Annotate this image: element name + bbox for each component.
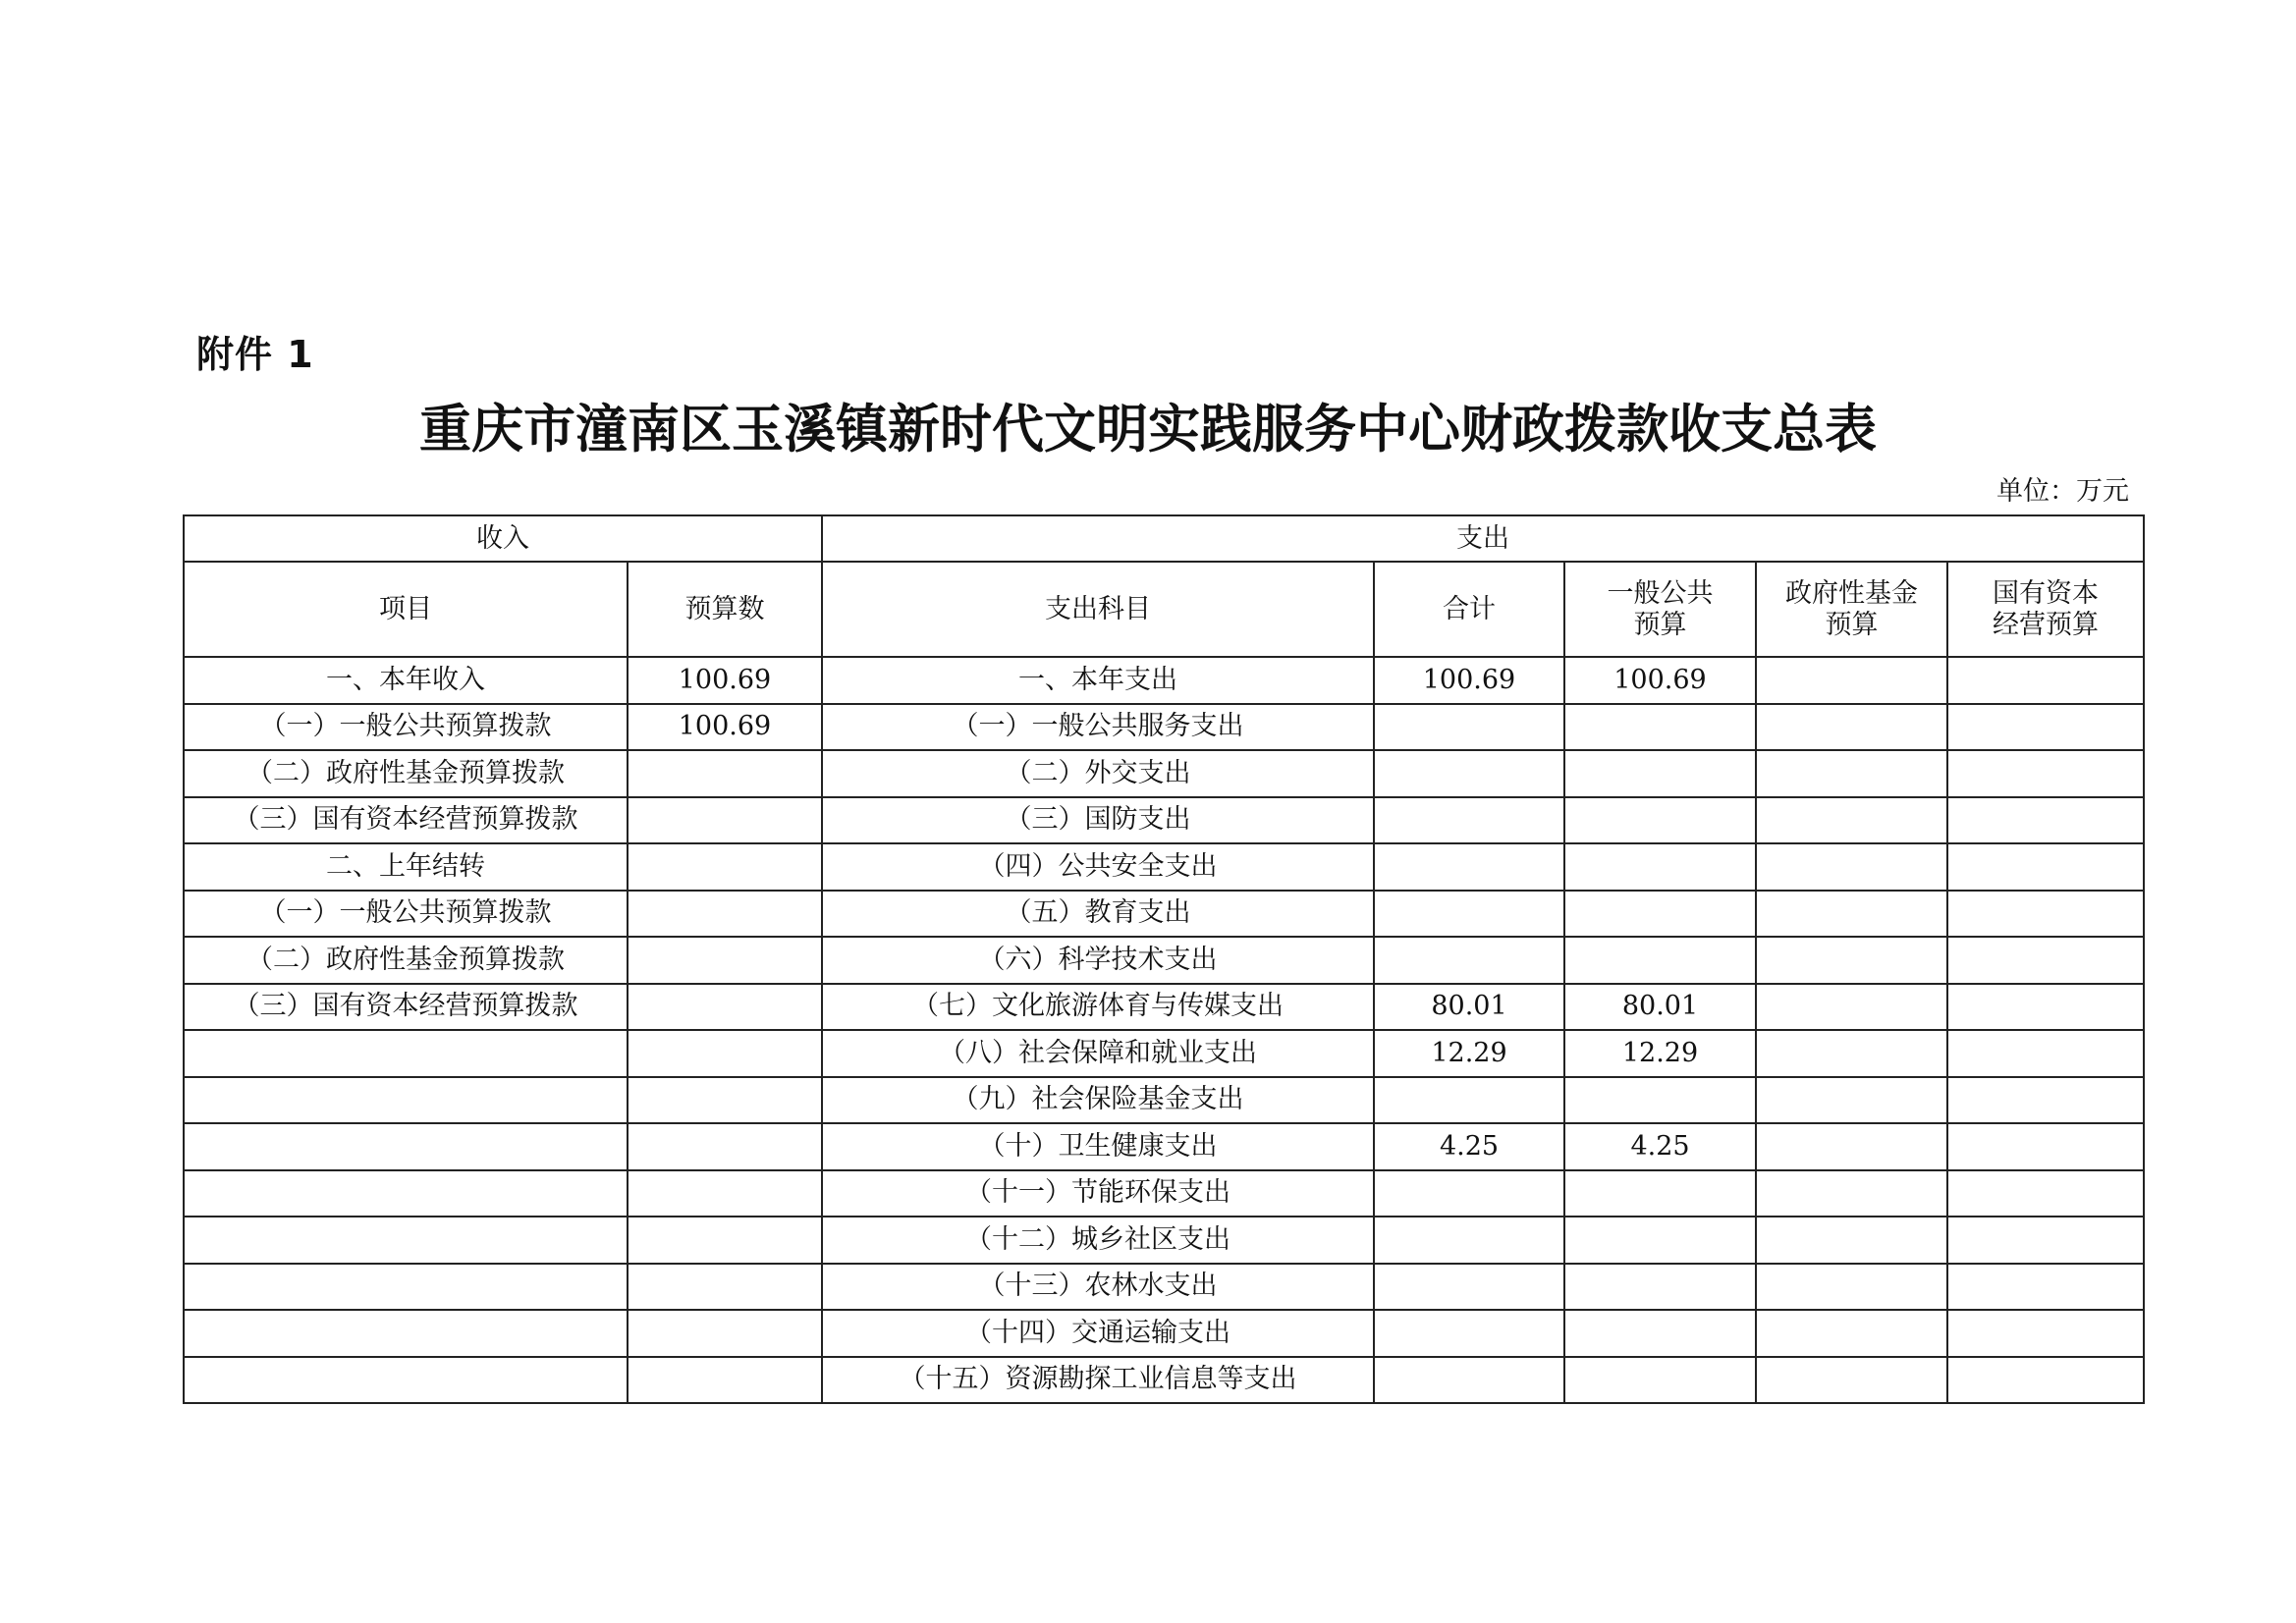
state-capital-budget-cell [1947,797,2144,844]
expense-total-cell [1374,1310,1564,1357]
table-row [184,797,2144,844]
expense-total-cell [1374,1217,1564,1264]
expense-total-cell: 100.69 [1374,657,1564,704]
income-budget-cell [628,1123,822,1170]
table-row [184,1357,2144,1404]
column-header-item: 项目 [184,562,628,657]
general-budget-cell: 4.25 [1564,1123,1756,1170]
income-budget-cell [628,1264,822,1311]
expense-total-cell [1374,937,1564,984]
fund-budget-cell [1756,1030,1947,1077]
income-item-cell [184,1264,628,1311]
state-capital-budget-cell [1947,657,2144,704]
income-budget-cell [628,1217,822,1264]
state-capital-budget-cell [1947,1123,2144,1170]
general-budget-cell: 12.29 [1564,1030,1756,1077]
fund-budget-cell [1756,797,1947,844]
income-budget-cell [628,750,822,797]
income-budget-cell [628,984,822,1031]
state-capital-budget-cell [1947,1217,2144,1264]
fund-budget-cell [1756,1170,1947,1217]
expense-total-cell [1374,1077,1564,1124]
general-budget-cell [1564,1077,1756,1124]
fund-budget-cell [1756,1310,1947,1357]
fund-budget-cell [1756,1123,1947,1170]
column-header-budget: 预算数 [628,562,822,657]
expense-subject-cell: （一）一般公共服务支出 [822,704,1374,751]
income-budget-cell: 100.69 [628,657,822,704]
general-budget-cell: 80.01 [1564,984,1756,1031]
income-item-cell [184,1217,628,1264]
state-capital-budget-cell [1947,1357,2144,1404]
income-item-cell [184,1310,628,1357]
expense-subject-cell: （六）科学技术支出 [822,937,1374,984]
state-capital-line2: 经营预算 [1993,609,2100,640]
income-item-cell: （三）国有资本经营预算拨款 [184,984,628,1031]
expense-subject-cell: （三）国防支出 [822,797,1374,844]
income-item-cell: 一、本年收入 [184,657,628,704]
income-budget-cell [628,843,822,891]
general-budget-cell [1564,843,1756,891]
state-capital-budget-cell [1947,937,2144,984]
expense-total-cell [1374,797,1564,844]
expense-subject-cell: 一、本年支出 [822,657,1374,704]
table-row [184,1264,2144,1311]
state-capital-budget-cell [1947,891,2144,938]
fund-budget-line2: 预算 [1825,609,1879,640]
fund-budget-cell [1756,750,1947,797]
income-item-cell: （一）一般公共预算拨款 [184,891,628,938]
table-row [184,843,2144,891]
expense-group-header: 支出 [822,515,2144,562]
expense-subject-cell: （四）公共安全支出 [822,843,1374,891]
table-row [184,891,2144,938]
expense-subject-cell: （十五）资源勘探工业信息等支出 [822,1357,1374,1404]
income-budget-cell [628,1170,822,1217]
general-budget-cell [1564,1264,1756,1311]
column-header-fund-budget [1756,562,1947,657]
fund-budget-cell [1756,843,1947,891]
attachment-label: 附件 1 [196,333,314,376]
unit-label: 单位：万元 [1996,476,2129,507]
income-budget-cell [628,937,822,984]
income-budget-cell [628,891,822,938]
income-budget-cell [628,1357,822,1404]
table-row [184,984,2144,1031]
table-row [184,937,2144,984]
expense-total-cell [1374,1357,1564,1404]
table-row [184,1310,2144,1357]
fund-budget-cell [1756,1217,1947,1264]
state-capital-budget-cell [1947,984,2144,1031]
fund-budget-cell [1756,1357,1947,1404]
general-budget-line1: 一般公共 [1607,577,1714,609]
expense-total-cell: 4.25 [1374,1123,1564,1170]
income-item-cell: 二、上年结转 [184,843,628,891]
state-capital-budget-cell [1947,843,2144,891]
income-group-header: 收入 [184,515,822,562]
column-header-expense-subject: 支出科目 [822,562,1374,657]
expense-subject-cell: （八）社会保障和就业支出 [822,1030,1374,1077]
table-row [184,1123,2144,1170]
expense-subject-cell: （五）教育支出 [822,891,1374,938]
fund-budget-cell [1756,984,1947,1031]
income-budget-cell: 100.69 [628,704,822,751]
column-header-state-capital-budget [1947,562,2144,657]
expense-subject-cell: （十）卫生健康支出 [822,1123,1374,1170]
state-capital-budget-cell [1947,750,2144,797]
table-row [184,1077,2144,1124]
income-budget-cell [628,1310,822,1357]
header-row-columns [184,562,2144,657]
state-capital-budget-cell [1947,1170,2144,1217]
expense-total-cell [1374,843,1564,891]
budget-table [183,514,2145,1404]
general-budget-cell [1564,1357,1756,1404]
expense-subject-cell: （七）文化旅游体育与传媒支出 [822,984,1374,1031]
general-budget-cell [1564,937,1756,984]
expense-total-cell [1374,1170,1564,1217]
column-header-general-budget [1564,562,1756,657]
general-budget-cell [1564,1217,1756,1264]
income-budget-cell [628,797,822,844]
general-budget-cell [1564,750,1756,797]
fund-budget-cell [1756,891,1947,938]
table-row [184,657,2144,704]
table-row [184,1217,2144,1264]
state-capital-budget-cell [1947,1310,2144,1357]
expense-total-cell: 12.29 [1374,1030,1564,1077]
general-budget-cell [1564,1310,1756,1357]
expense-total-cell [1374,750,1564,797]
general-budget-cell [1564,1170,1756,1217]
expense-total-cell [1374,1264,1564,1311]
income-item-cell [184,1077,628,1124]
expense-subject-cell: （十二）城乡社区支出 [822,1217,1374,1264]
fund-budget-line1: 政府性基金 [1785,577,1918,609]
expense-subject-cell: （二）外交支出 [822,750,1374,797]
income-item-cell [184,1357,628,1404]
table-row [184,704,2144,751]
expense-subject-cell: （十三）农林水支出 [822,1264,1374,1311]
income-item-cell: （三）国有资本经营预算拨款 [184,797,628,844]
general-budget-line2: 预算 [1633,609,1687,640]
expense-subject-cell: （九）社会保险基金支出 [822,1077,1374,1124]
state-capital-line1: 国有资本 [1993,577,2100,609]
document-title: 重庆市潼南区玉溪镇新时代文明实践服务中心财政拨款收支总表 [419,400,1877,460]
income-item-cell [184,1170,628,1217]
state-capital-budget-cell [1947,1030,2144,1077]
income-item-cell: （二）政府性基金预算拨款 [184,750,628,797]
fund-budget-cell [1756,1077,1947,1124]
table-row [184,1030,2144,1077]
fund-budget-cell [1756,937,1947,984]
general-budget-cell: 100.69 [1564,657,1756,704]
general-budget-cell [1564,797,1756,844]
expense-total-cell [1374,891,1564,938]
income-item-cell [184,1123,628,1170]
expense-subject-cell: （十四）交通运输支出 [822,1310,1374,1357]
state-capital-budget-cell [1947,1264,2144,1311]
header-row-groups [184,515,2144,562]
fund-budget-cell [1756,704,1947,751]
expense-total-cell [1374,704,1564,751]
expense-total-cell: 80.01 [1374,984,1564,1031]
state-capital-budget-cell [1947,704,2144,751]
income-item-cell [184,1030,628,1077]
income-item-cell: （一）一般公共预算拨款 [184,704,628,751]
general-budget-cell [1564,891,1756,938]
expense-subject-cell: （十一）节能环保支出 [822,1170,1374,1217]
table-row [184,1170,2144,1217]
income-budget-cell [628,1030,822,1077]
income-budget-cell [628,1077,822,1124]
fund-budget-cell [1756,1264,1947,1311]
income-item-cell: （二）政府性基金预算拨款 [184,937,628,984]
fund-budget-cell [1756,657,1947,704]
state-capital-budget-cell [1947,1077,2144,1124]
column-header-total: 合计 [1374,562,1564,657]
general-budget-cell [1564,704,1756,751]
table-row [184,750,2144,797]
